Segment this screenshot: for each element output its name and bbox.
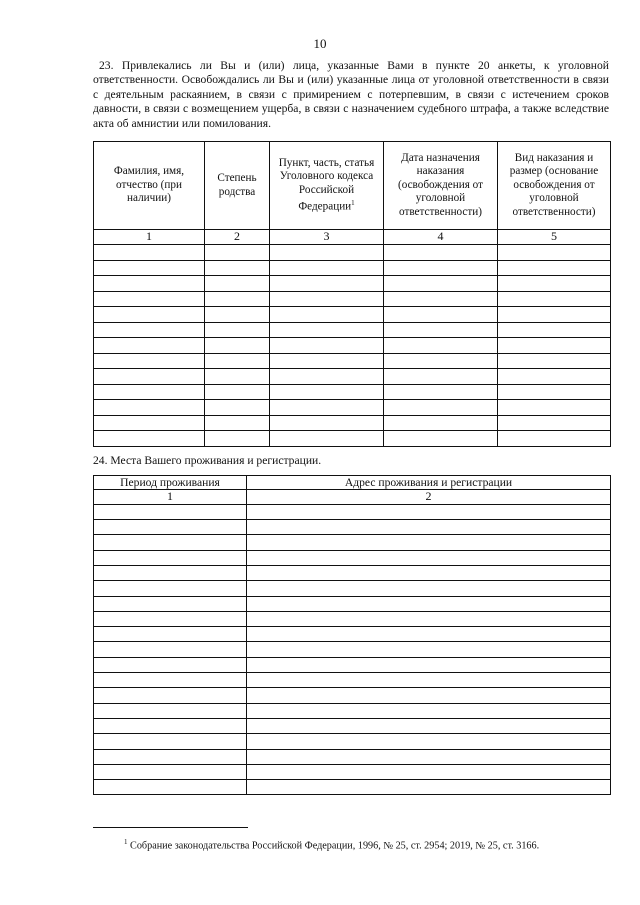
table-row — [94, 749, 611, 764]
empty-cell[interactable] — [384, 338, 498, 354]
empty-cell[interactable] — [270, 353, 384, 369]
empty-cell[interactable] — [94, 260, 205, 276]
empty-cell[interactable] — [247, 749, 611, 764]
empty-cell[interactable] — [94, 369, 205, 385]
criminal-liability-table-body — [94, 245, 611, 447]
empty-cell[interactable] — [205, 384, 270, 400]
empty-cell[interactable] — [270, 415, 384, 431]
empty-cell[interactable] — [94, 276, 205, 292]
empty-cell[interactable] — [94, 581, 247, 596]
empty-cell[interactable] — [498, 276, 611, 292]
empty-cell[interactable] — [247, 718, 611, 733]
table-row — [94, 764, 611, 779]
empty-cell[interactable] — [94, 535, 247, 550]
empty-cell[interactable] — [384, 415, 498, 431]
table-row — [94, 307, 611, 323]
column-header-residence-address: Адрес проживания и регистрации — [247, 476, 611, 490]
question-23-text: 23. Привлекались ли Вы и (или) лица, указанные Вами в пункте 20 анкеты, к уголовной ответственности. Освобождались ли Вы и (или) указанные лица от уголовной ответственности в связи с деятельным раскаянием, в связи с примирением с потерпевшим, в связи с истечением сроков давности, в связи с возмещением ущерба, в связи с назначением судебного штрафа, а также вследствие акта об амнистии или помилования. — [93, 59, 609, 130]
table-row — [94, 353, 611, 369]
empty-cell[interactable] — [94, 611, 247, 626]
table-row — [94, 688, 611, 703]
table-row — [94, 596, 611, 611]
table-row — [94, 550, 611, 565]
empty-cell[interactable] — [270, 400, 384, 416]
table-row — [94, 535, 611, 550]
empty-cell[interactable] — [270, 291, 384, 307]
empty-cell[interactable] — [498, 353, 611, 369]
empty-cell[interactable] — [205, 322, 270, 338]
empty-cell[interactable] — [247, 535, 611, 550]
footnote-reference: 1 — [351, 199, 355, 208]
empty-cell[interactable] — [94, 384, 205, 400]
table-row — [94, 400, 611, 416]
empty-cell[interactable] — [94, 400, 205, 416]
empty-cell[interactable] — [247, 520, 611, 535]
empty-cell[interactable] — [94, 550, 247, 565]
empty-cell[interactable] — [94, 734, 247, 749]
empty-cell[interactable] — [247, 703, 611, 718]
empty-cell[interactable] — [270, 338, 384, 354]
empty-cell[interactable] — [94, 520, 247, 535]
column-number: 2 — [247, 490, 611, 504]
empty-cell[interactable] — [205, 369, 270, 385]
table-row — [94, 627, 611, 642]
empty-cell[interactable] — [498, 415, 611, 431]
column-header-residence-period: Период проживания — [94, 476, 247, 490]
column-number: 1 — [94, 490, 247, 504]
empty-cell[interactable] — [94, 245, 205, 261]
table-row — [94, 780, 611, 795]
empty-cell[interactable] — [94, 657, 247, 672]
empty-cell[interactable] — [270, 307, 384, 323]
empty-cell[interactable] — [205, 276, 270, 292]
footnote-mark: 1 — [124, 838, 128, 846]
table-row — [94, 718, 611, 733]
table-row — [94, 703, 611, 718]
empty-cell[interactable] — [384, 245, 498, 261]
empty-cell[interactable] — [498, 307, 611, 323]
empty-cell[interactable] — [247, 780, 611, 795]
column-header-criminal-code-article-label: Пункт, часть, статья Уголовного кодекса Российской Федерации — [278, 156, 375, 213]
empty-cell[interactable] — [94, 291, 205, 307]
empty-cell[interactable] — [94, 596, 247, 611]
footnote-text: Собрание законодательства Российской Федерации, 1996, № 25, ст. 2954; 2019, № 25, ст. 3166. — [130, 840, 540, 852]
column-header-full-name: Фамилия, имя, отчество (при наличии) — [94, 142, 205, 230]
empty-cell[interactable] — [94, 566, 247, 581]
table-row — [94, 369, 611, 385]
column-number: 3 — [270, 230, 384, 245]
empty-cell[interactable] — [247, 627, 611, 642]
empty-cell[interactable] — [384, 353, 498, 369]
empty-cell[interactable] — [270, 322, 384, 338]
table-row — [94, 581, 611, 596]
empty-cell[interactable] — [384, 322, 498, 338]
empty-cell[interactable] — [247, 550, 611, 565]
empty-cell[interactable] — [384, 260, 498, 276]
table-row — [94, 245, 611, 261]
empty-cell[interactable] — [94, 353, 205, 369]
table-row — [94, 338, 611, 354]
empty-cell[interactable] — [205, 353, 270, 369]
question-24-text: 24. Места Вашего проживания и регистрации. — [93, 454, 322, 467]
empty-cell[interactable] — [270, 384, 384, 400]
empty-cell[interactable] — [498, 338, 611, 354]
empty-cell[interactable] — [270, 369, 384, 385]
empty-cell[interactable] — [384, 307, 498, 323]
empty-cell[interactable] — [498, 322, 611, 338]
page-number: 10 — [313, 36, 327, 51]
table-row — [94, 520, 611, 535]
footnote-separator — [93, 827, 248, 828]
empty-cell[interactable] — [247, 764, 611, 779]
empty-cell[interactable] — [94, 703, 247, 718]
empty-cell[interactable] — [205, 338, 270, 354]
empty-cell[interactable] — [247, 504, 611, 519]
empty-cell[interactable] — [247, 611, 611, 626]
empty-cell[interactable] — [384, 291, 498, 307]
table-row — [94, 431, 611, 447]
column-number: 5 — [498, 230, 611, 245]
empty-cell[interactable] — [270, 260, 384, 276]
empty-cell[interactable] — [498, 369, 611, 385]
empty-cell[interactable] — [94, 764, 247, 779]
empty-cell[interactable] — [247, 673, 611, 688]
table-row — [94, 276, 611, 292]
empty-cell[interactable] — [247, 581, 611, 596]
empty-cell[interactable] — [94, 718, 247, 733]
criminal-liability-table — [93, 141, 611, 447]
table-row — [94, 415, 611, 431]
empty-cell[interactable] — [247, 734, 611, 749]
empty-cell[interactable] — [384, 369, 498, 385]
column-number: 2 — [205, 230, 270, 245]
footnote — [124, 836, 539, 852]
empty-cell[interactable] — [498, 384, 611, 400]
empty-cell[interactable] — [94, 627, 247, 642]
column-header-relationship: Степень родства — [205, 142, 270, 230]
column-header-penalty-type: Вид наказания и размер (основание освобождения от уголовной ответственности) — [498, 142, 611, 230]
empty-cell[interactable] — [205, 260, 270, 276]
table-row — [94, 260, 611, 276]
empty-cell[interactable] — [270, 276, 384, 292]
empty-cell[interactable] — [498, 291, 611, 307]
residence-table — [93, 475, 611, 795]
column-header-sentence-date: Дата назначения наказания (освобождения от уголовной ответственности) — [384, 142, 498, 230]
empty-cell[interactable] — [247, 596, 611, 611]
residence-table-body — [94, 504, 611, 795]
empty-cell[interactable] — [94, 431, 205, 447]
empty-cell[interactable] — [94, 780, 247, 795]
column-header-criminal-code-article — [270, 142, 384, 230]
empty-cell[interactable] — [270, 431, 384, 447]
empty-cell[interactable] — [498, 260, 611, 276]
empty-cell[interactable] — [94, 415, 205, 431]
empty-cell[interactable] — [247, 566, 611, 581]
empty-cell[interactable] — [94, 749, 247, 764]
empty-cell[interactable] — [94, 338, 205, 354]
empty-cell[interactable] — [498, 400, 611, 416]
table-row — [94, 642, 611, 657]
empty-cell[interactable] — [270, 245, 384, 261]
table-row — [94, 657, 611, 672]
empty-cell[interactable] — [247, 657, 611, 672]
empty-cell[interactable] — [498, 431, 611, 447]
table-row — [94, 322, 611, 338]
table-row — [94, 384, 611, 400]
table-row — [94, 673, 611, 688]
empty-cell[interactable] — [205, 400, 270, 416]
empty-cell[interactable] — [94, 673, 247, 688]
empty-cell[interactable] — [205, 307, 270, 323]
empty-cell[interactable] — [384, 400, 498, 416]
table-row — [94, 291, 611, 307]
empty-cell[interactable] — [205, 245, 270, 261]
empty-cell[interactable] — [94, 322, 205, 338]
empty-cell[interactable] — [384, 384, 498, 400]
empty-cell[interactable] — [205, 431, 270, 447]
table-row — [94, 504, 611, 519]
empty-cell[interactable] — [94, 642, 247, 657]
empty-cell[interactable] — [205, 291, 270, 307]
empty-cell[interactable] — [247, 642, 611, 657]
empty-cell[interactable] — [498, 245, 611, 261]
column-number: 1 — [94, 230, 205, 245]
empty-cell[interactable] — [94, 504, 247, 519]
table-row — [94, 734, 611, 749]
empty-cell[interactable] — [94, 307, 205, 323]
table-row — [94, 566, 611, 581]
empty-cell[interactable] — [205, 415, 270, 431]
empty-cell[interactable] — [94, 688, 247, 703]
empty-cell[interactable] — [247, 688, 611, 703]
table-row — [94, 611, 611, 626]
empty-cell[interactable] — [384, 276, 498, 292]
empty-cell[interactable] — [384, 431, 498, 447]
column-number: 4 — [384, 230, 498, 245]
